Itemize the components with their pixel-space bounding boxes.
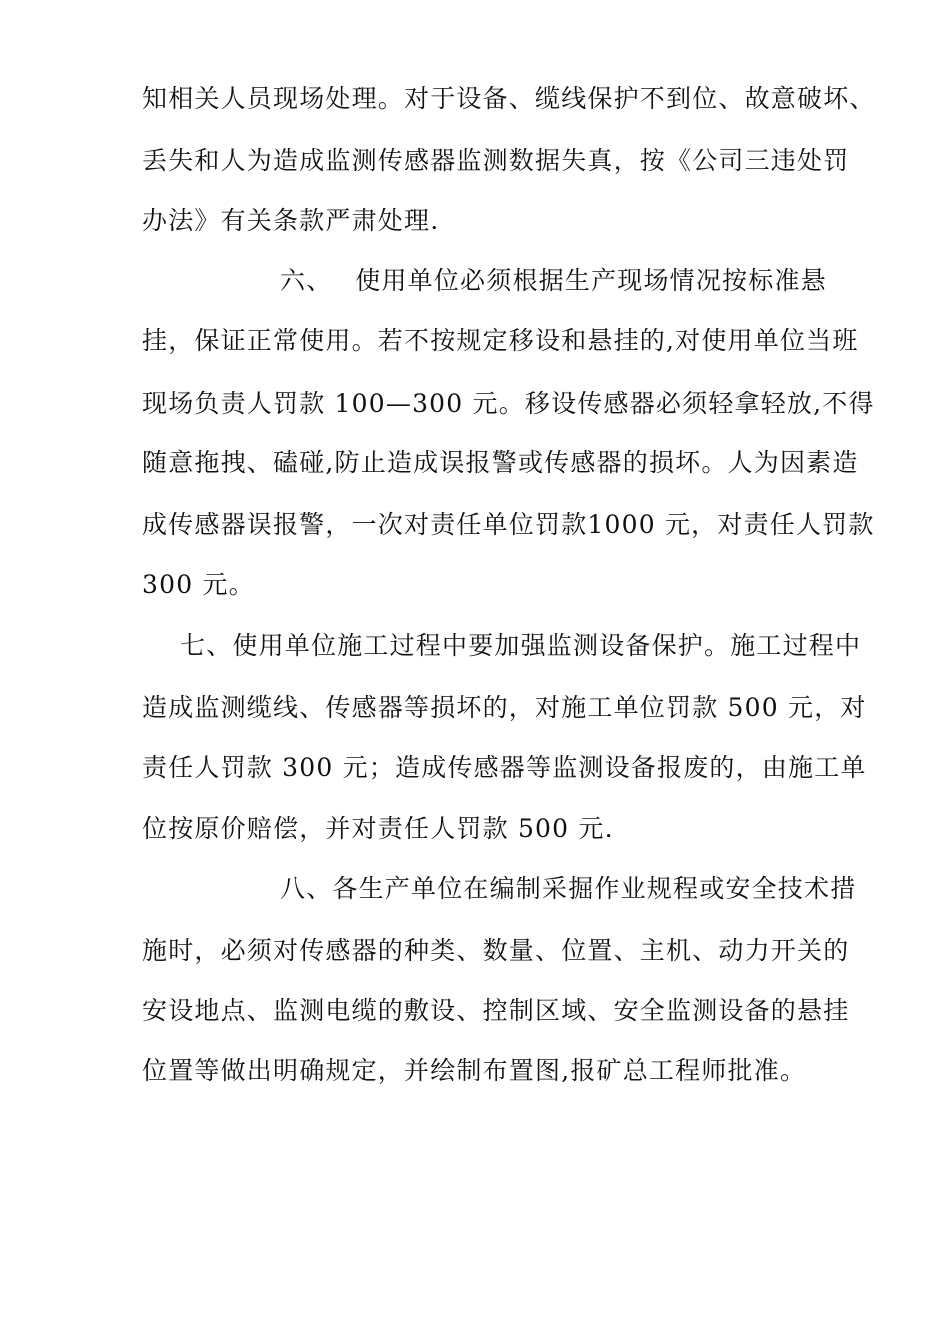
body-text-line: 位按原价赔偿，并对责任人罚款 500 元. — [142, 814, 614, 843]
body-text-line: 办法》有关条款严肃处理. — [142, 206, 440, 235]
body-text-line: 安设地点、监测电缆的敷设、控制区域、安全监测设备的悬挂 — [142, 996, 850, 1025]
body-text-line: 随意拖拽、磕碰,防止造成误报警或传感器的损坏。人为因素造 — [142, 448, 859, 477]
section-7-first-line: 七、使用单位施工过程中要加强监测设备保护。施工过程中 — [180, 631, 862, 660]
body-text-line: 施时，必须对传感器的种类、数量、位置、主机、动力开关的 — [142, 936, 850, 965]
body-text-line: 挂，保证正常使用。若不按规定移设和悬挂的,对使用单位当班 — [142, 326, 859, 355]
section-8-first-line: 八、各生产单位在编制采掘作业规程或安全技术措 — [280, 874, 857, 903]
body-text-line: 300 元。 — [142, 570, 255, 599]
body-text-line: 造成监测缆线、传感器等损坏的，对施工单位罚款 500 元，对 — [142, 693, 867, 722]
body-text-line: 现场负责人罚款 100—300 元。移设传感器必须轻拿轻放,不得 — [142, 389, 875, 418]
section-6-first-line: 六、 使用单位必须根据生产现场情况按标准悬 — [280, 266, 827, 295]
body-text-line: 丢失和人为造成监测传感器监测数据失真，按《公司三违处罚 — [142, 146, 850, 175]
body-text-line: 责任人罚款 300 元；造成传感器等监测设备报废的，由施工单 — [142, 753, 867, 782]
body-text-line: 成传感器误报警，一次对责任单位罚款1000 元，对责任人罚款 — [142, 510, 875, 539]
body-text-line: 知相关人员现场处理。对于设备、缆线保护不到位、故意破坏、 — [142, 84, 876, 113]
body-text-line: 位置等做出明确规定，并绘制布置图,报矿总工程师批准。 — [142, 1056, 807, 1085]
